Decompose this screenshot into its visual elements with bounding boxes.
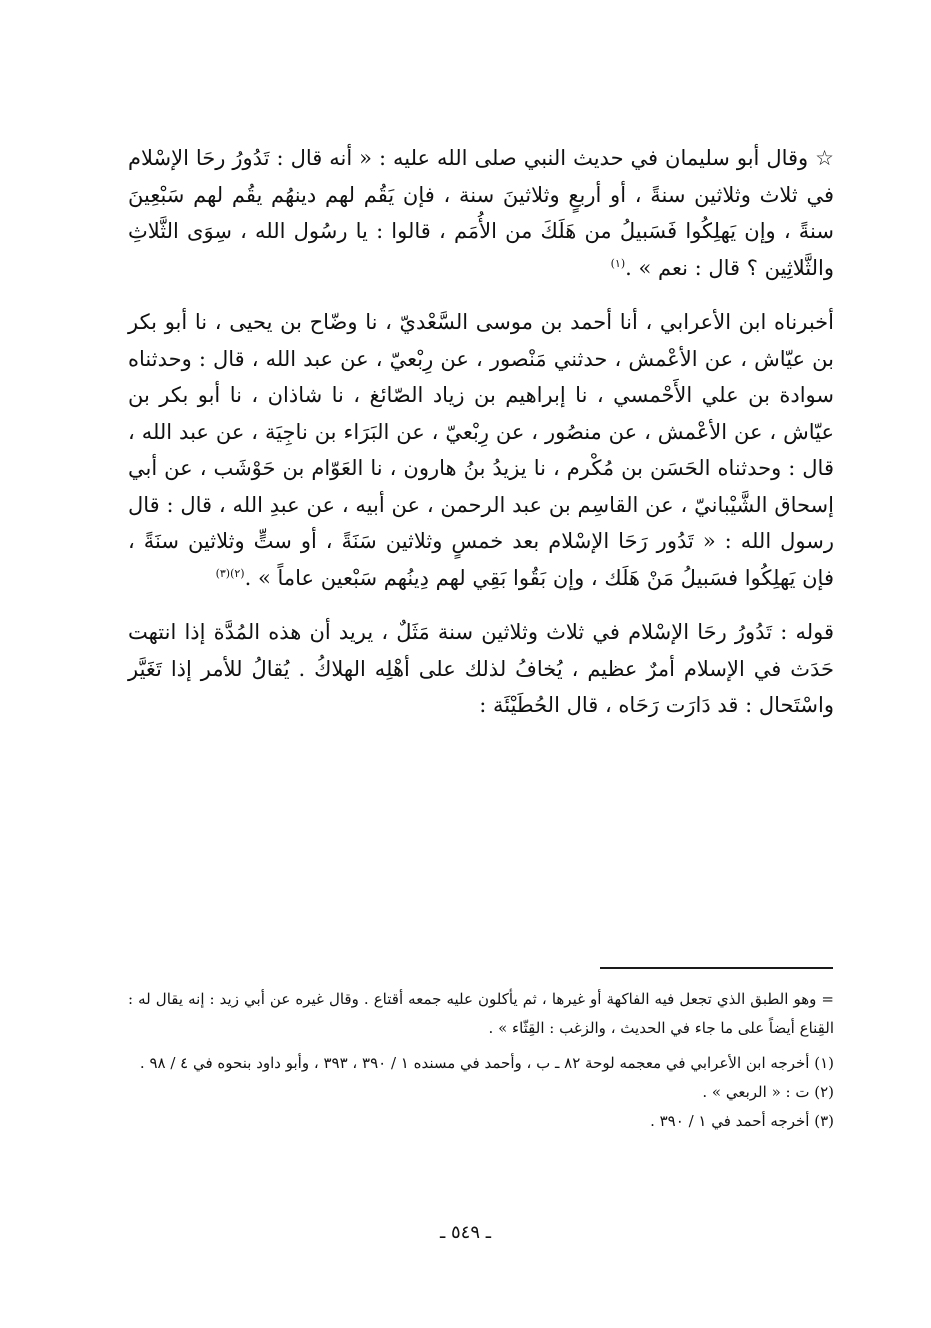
footnote-2: (٢) ت : « الربعي » . <box>702 1083 834 1101</box>
footnote-marker-1: (١) <box>610 256 626 270</box>
paragraph-text: قوله : تَدُورُ رحَا الإسْلام في ثلاث وثلاثين سنة مَثَلٌ ، يريد أن هذه المُدَّة إذا انتهت حَدَث في الإسلام أمرٌ عظيم ، يُخافُ لذلك على أهْلِه الهلاكُ . يُقالُ للأمر إذا تَغَيَّر واسْتَحال : قد دَارَت رَحَاه ، قال الحُطَيْئَة : <box>128 620 834 717</box>
footnote-1: (١) أخرجه ابن الأعرابي في معجمه لوحة ٨٢ ـ ب ، وأحمد في مسنده ١ / ٣٩٠ ، ٣٩٣ ، وأبو داود بنحوه في ٤ / ٩٨ . <box>139 1054 834 1072</box>
footnote-separator <box>600 967 833 969</box>
footnote-marker-3: (٣) <box>215 566 231 580</box>
paragraph-text: ☆ وقال أبو سليمان في حديث النبي صلى الله عليه : « أنه قال : تَدُورُ رحَا الإسْلام في ثلاث وثلاثين سنةً ، أو أربعٍ وثلاثينَ سنة ، فإن يَقُم لهم دينهُم يقُم لهم سَبْعِينَ سنةً ، وإن يَهلِكُوا فَسَبيلُ من هَلَكَ من الأُمَم ، قالوا : يا رسُول الله ، سِوَى الثَّلاثِ والثَّلاثِين ؟ قال : نعم » . <box>128 146 834 280</box>
footnotes-block <box>128 985 834 1136</box>
footnote-3: (٣) أخرجه أحمد في ١ / ٣٩٠ . <box>650 1112 834 1130</box>
paragraph-isnad-chain <box>128 304 834 596</box>
footnote-marker-2: (٢) <box>230 566 245 580</box>
paragraph-text: أخبرناه ابن الأعرابي ، أنا أحمد بن موسى السَّعْديّ ، نا وضّاح بن يحيى ، نا أبو بكر بن عيّاش ، عن الأعْمش ، حدثني مَنْصور ، عن رِبْعيّ ، عن عبد الله ، قال : وحدثناه سوادة بن علي الأَحْمسي ، نا إبراهيم بن زياد الصّائغ ، نا شاذان ، نا أبو بكر بن عيّاش ، عن الأعْمش ، عن منصُور ، عن رِبْعيّ ، عن البَرَاء بن ناجِيَة ، عن عبد الله ، قال : وحدثناه الحَسَن بن مُكْرم ، نا يزيدُ بنُ هارون ، نا العَوّام بن حَوْشَب ، عن أبي إسحاق الشَّيْبانيّ ، عن القاسِم بن عبد الرحمن ، عن أبيه ، عن عبدِ الله ، قال : قال رسول الله : « تَدُور رَحَا الإسْلام بعد خمسٍ وثلاثين سَنَةً ، أو ستٍّ وثلاثين سنَةً ، فإن يَهلِكُوا فسَبيلُ مَنْ هَلَك ، وإن بَقُوا بَقِي لهم دِينُهم سَبْعين عاماً » . <box>128 310 834 590</box>
footnote-continuation: = وهو الطبق الذي تجعل فيه الفاكهة أو غيرها ، ثم يأكلون عليه جمعه أقتاع . وقال غيره عن أبي زيد : إنه يقال له : القِناع أيضاً على ما جاء في الحديث ، والزغب : القِثّاء » . <box>128 990 834 1037</box>
paragraph-explanation <box>128 614 834 724</box>
main-text-block <box>128 140 834 724</box>
paragraph-hadith-rahā-al-islam <box>128 140 834 286</box>
page-number: ـ ٥٤٩ ـ <box>439 1222 491 1243</box>
